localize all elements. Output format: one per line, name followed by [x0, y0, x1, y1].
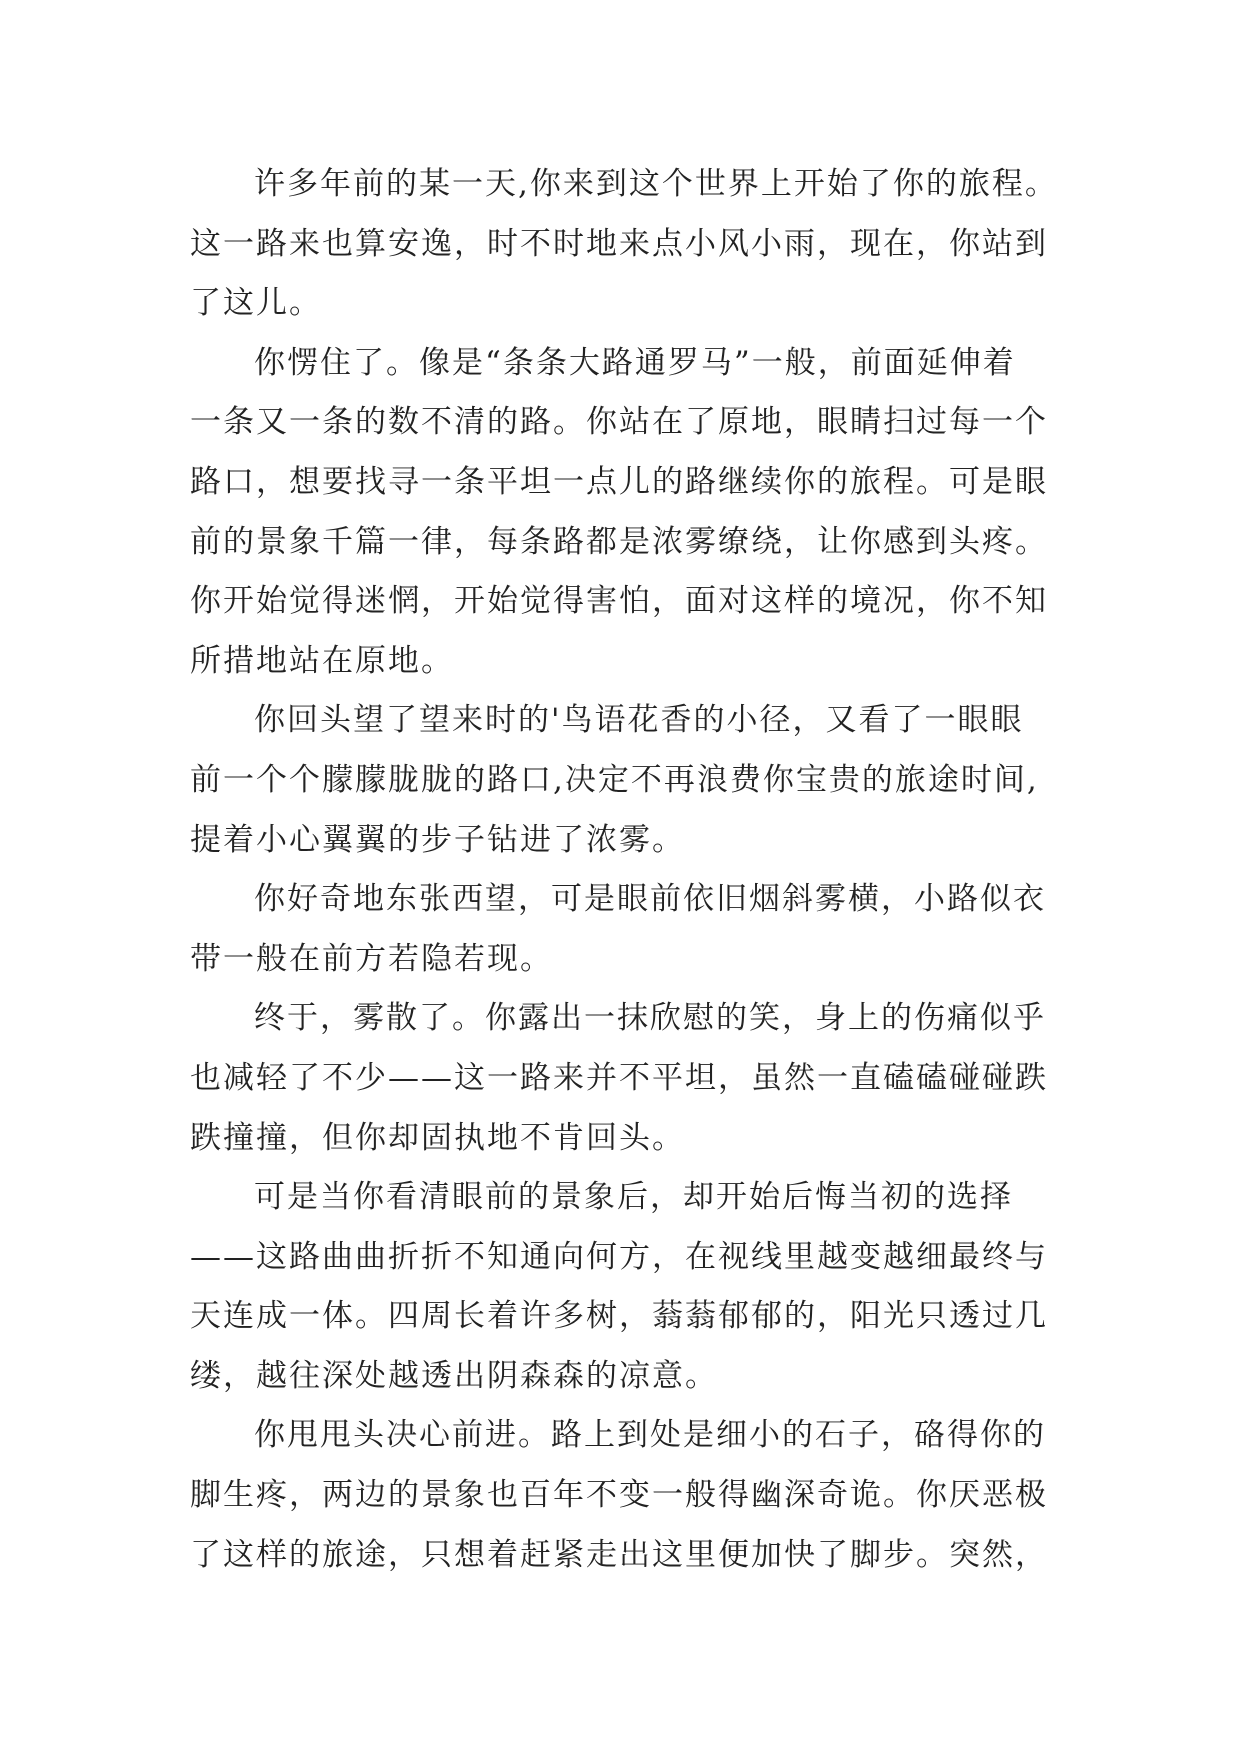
text-line: 也减轻了不少——这一路来并不平坦，虽然一直磕磕碰碰跌 — [190, 1059, 1048, 1096]
text-line: 许多年前的某一天,你来到这个世界上开始了你的旅程。 — [254, 166, 1058, 202]
text-line: 这一路来也算安逸，时不时地来点小风小雨，现在，你站到 — [190, 225, 1048, 262]
text-line: 终于，雾散了。你露出一抹欣慰的笑，身上的伤痛似乎 — [254, 1000, 1046, 1037]
text-line: 你回头望了望来时的'鸟语花香的小径，又看了一眼眼 — [254, 702, 1024, 739]
text-line: 前的景象千篇一律，每条路都是浓雾缭绕，让你感到头疼。 — [190, 523, 1048, 560]
text-line: 所措地站在原地。 — [190, 642, 454, 679]
text-line: 一条又一条的数不清的路。你站在了原地，眼睛扫过每一个 — [190, 404, 1048, 441]
text-line: ——这路曲曲折折不知通向何方，在视线里越变越细最终与 — [190, 1238, 1048, 1275]
text-line: 路口，想要找寻一条平坦一点儿的路继续你的旅程。可是眼 — [190, 463, 1048, 500]
text-line: 你愣住了。像是“条条大路通罗马”一般，前面延伸着 — [254, 344, 1016, 381]
text-line: 你开始觉得迷惘，开始觉得害怕，面对这样的境况，你不知 — [190, 583, 1048, 620]
text-line: 前一个个朦朦胧胧的路口,决定不再浪费你宝贵的旅途时间, — [190, 761, 1039, 798]
text-line: 你好奇地东张西望，可是眼前依旧烟斜雾横，小路似衣 — [254, 881, 1046, 918]
text-line: 提着小心翼翼的步子钻进了浓雾。 — [190, 821, 685, 858]
text-line: 缕，越往深处越透出阴森森的凉意。 — [190, 1357, 718, 1394]
document-text — [190, 155, 1080, 1585]
text-line: 脚生疼，两边的景象也百年不变一般得幽深奇诡。你厌恶极 — [190, 1477, 1048, 1514]
text-line: 带一般在前方若隐若现。 — [190, 940, 553, 977]
text-line: 了这儿。 — [190, 285, 322, 322]
text-line: 天连成一体。四周长着许多树，蓊蓊郁郁的，阳光只透过几 — [190, 1298, 1048, 1335]
text-line: 跌撞撞，但你却固执地不肯回头。 — [190, 1119, 685, 1156]
text-line: 了这样的旅途，只想着赶紧走出这里便加快了脚步。突然， — [190, 1536, 1048, 1573]
text-line: 你甩甩头决心前进。路上到处是细小的石子，硌得你的 — [254, 1417, 1046, 1454]
text-line: 可是当你看清眼前的景象后，却开始后悔当初的选择 — [254, 1179, 1013, 1216]
